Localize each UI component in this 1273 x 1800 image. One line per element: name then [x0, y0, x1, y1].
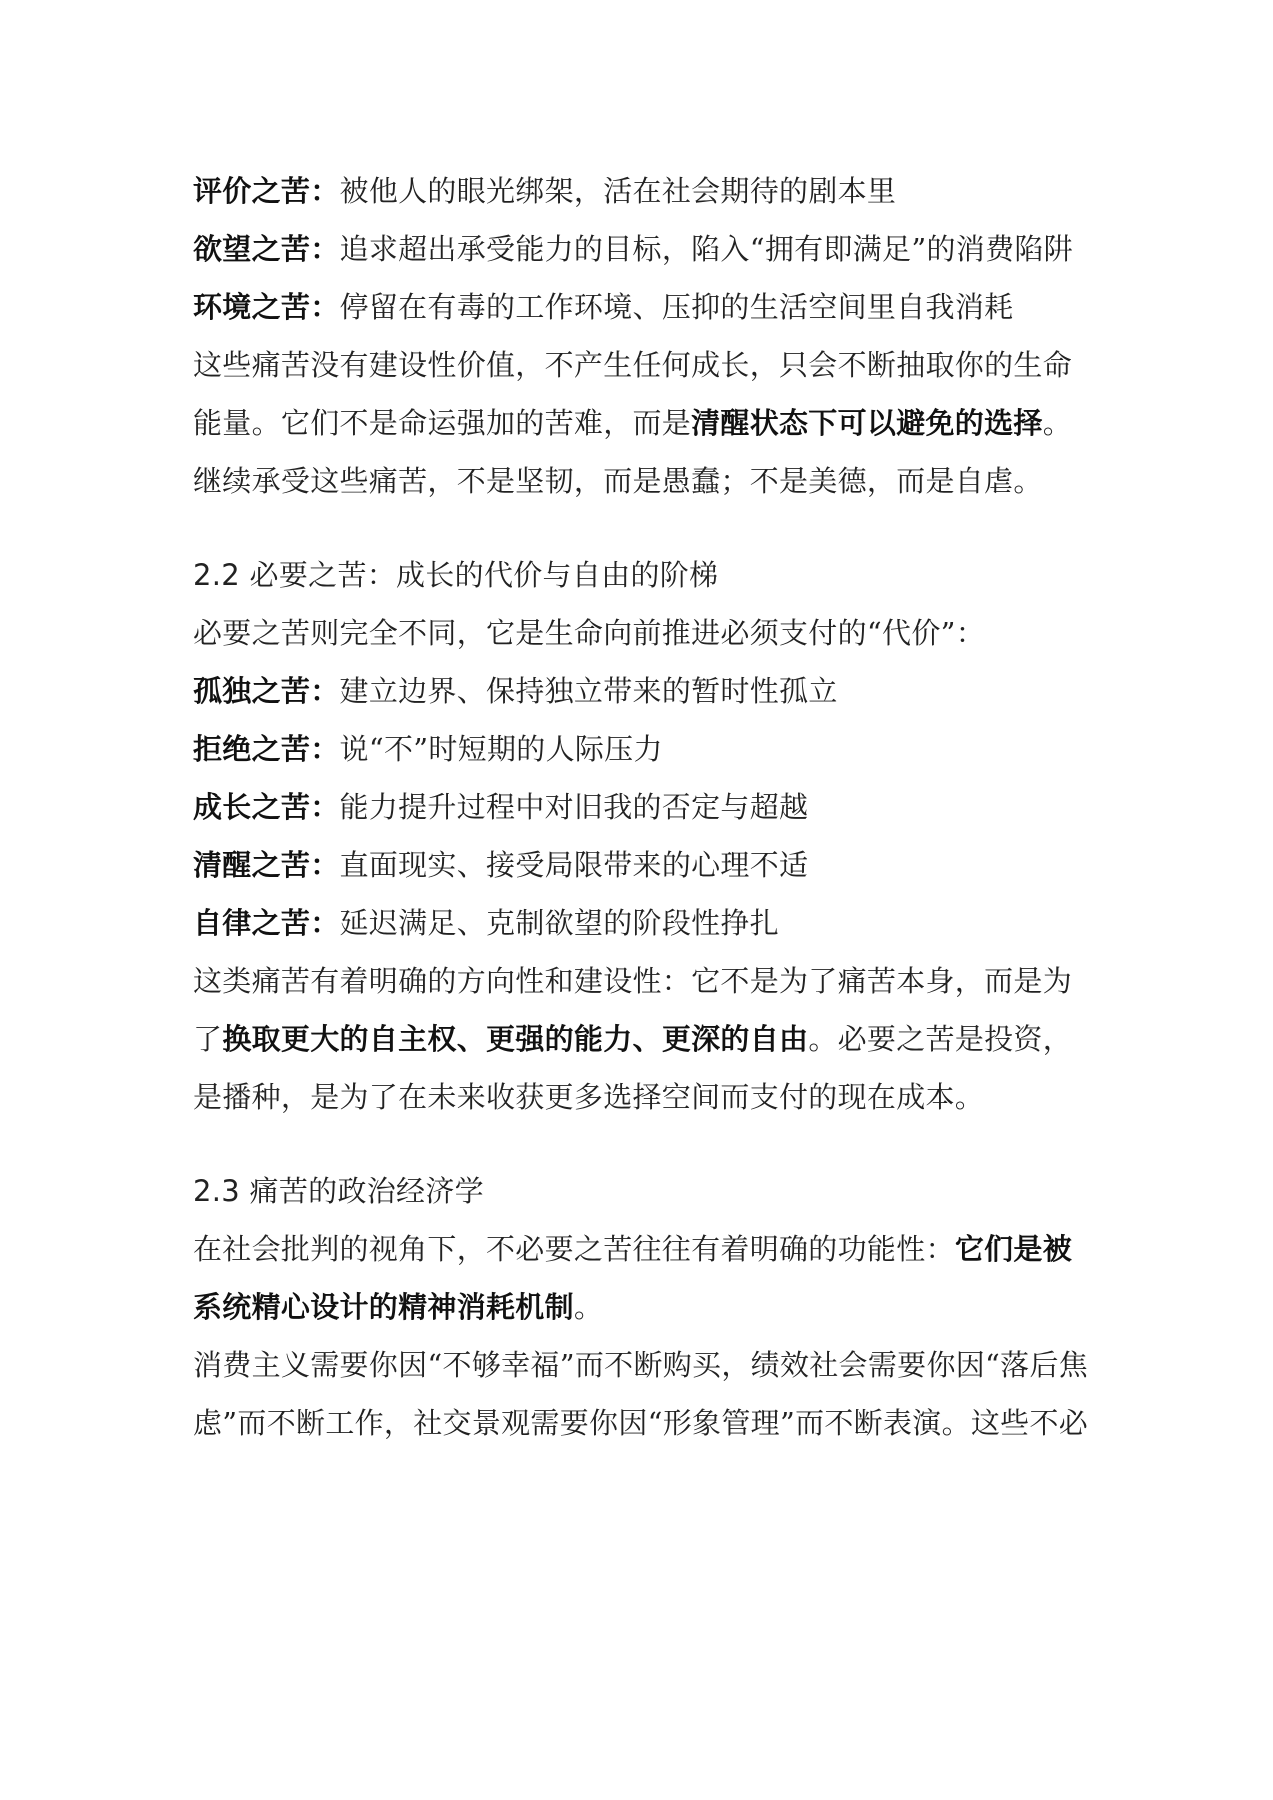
list-item: [193, 278, 1093, 336]
list-item: [193, 720, 1093, 778]
term-label: 成长之苦：: [193, 790, 340, 824]
paragraph-text: 能量。它们不是命运强加的苦难，而是: [193, 406, 692, 440]
paragraph-line: 这类痛苦有着明确的方向性和建设性：它不是为了痛苦本身，而是为: [193, 964, 1073, 998]
term-description: 延迟满足、克制欲望的阶段性挣扎: [339, 906, 780, 940]
paragraph-line: 消费主义需要你因“不够幸福”而不断购买，绩效社会需要你因“落后焦: [193, 1348, 1089, 1382]
term-label: 孤独之苦：: [193, 674, 340, 708]
term-label: 自律之苦：: [193, 906, 340, 940]
list-item: [193, 836, 1093, 894]
paragraph-line: [193, 1010, 1093, 1068]
term-label: 清醒之苦：: [193, 848, 340, 882]
emphasis-text: 系统精心设计的精神消耗机制: [193, 1290, 574, 1324]
document-page: [193, 162, 1093, 1452]
paragraph: [193, 336, 1093, 510]
term-description: 被他人的眼光绑架，活在社会期待的剧本里: [339, 174, 897, 208]
paragraph-text: 。: [573, 1290, 604, 1324]
term-description: 停留在有毒的工作环境、压抑的生活空间里自我消耗: [339, 290, 1014, 324]
term-description: 建立边界、保持独立带来的暂时性孤立: [339, 674, 838, 708]
emphasis-text: 换取更大的自主权、更强的能力、更深的自由: [222, 1022, 809, 1056]
section-number: 2.2: [193, 558, 241, 592]
paragraph-line: [193, 1278, 1093, 1336]
list-item: [193, 162, 1093, 220]
paragraph-line: [193, 1220, 1093, 1278]
paragraph: [193, 1220, 1093, 1336]
paragraph-line: 继续承受这些痛苦，不是坚韧，而是愚蠢；不是美德，而是自虐。: [193, 464, 1043, 498]
term-label: 欲望之苦：: [193, 232, 340, 266]
emphasis-text: 清醒状态下可以避免的选择: [691, 406, 1043, 440]
paragraph-text: 。必要之苦是投资，: [808, 1022, 1073, 1056]
term-description: 说“不”时短期的人际压力: [339, 732, 663, 766]
term-description: 能力提升过程中对旧我的否定与超越: [339, 790, 809, 824]
list-item: [193, 220, 1093, 278]
section-gap: [193, 1126, 1093, 1162]
emphasis-text: 它们是被: [954, 1232, 1073, 1266]
term-label: 拒绝之苦：: [193, 732, 340, 766]
section-number: 2.3: [193, 1174, 241, 1208]
paragraph-text: 。: [1042, 406, 1073, 440]
paragraph-line: [193, 394, 1093, 452]
list-item: [193, 894, 1093, 952]
paragraph-line: 必要之苦则完全不同，它是生命向前推进必须支付的“代价”：: [193, 616, 986, 650]
section-title: 痛苦的政治经济学: [240, 1174, 484, 1208]
section-heading: [193, 1162, 1093, 1220]
paragraph-line: 虑”而不断工作，社交景观需要你因“形象管理”而不断表演。这些不必: [193, 1406, 1089, 1440]
paragraph-text: 了: [193, 1022, 223, 1056]
term-label: 评价之苦：: [193, 174, 340, 208]
section-title: 必要之苦：成长的代价与自由的阶梯: [240, 558, 719, 592]
section-gap: [193, 510, 1093, 546]
paragraph: [193, 952, 1093, 1126]
paragraph-line: 这些痛苦没有建设性价值，不产生任何成长，只会不断抽取你的生命: [193, 348, 1073, 382]
list-item: [193, 778, 1093, 836]
paragraph: [193, 1336, 1093, 1452]
list-item: [193, 662, 1093, 720]
paragraph-line: 是播种，是为了在未来收获更多选择空间而支付的现在成本。: [193, 1080, 985, 1114]
paragraph-text: 在社会批判的视角下，不必要之苦往往有着明确的功能性：: [193, 1232, 955, 1266]
term-description: 直面现实、接受局限带来的心理不适: [339, 848, 809, 882]
term-description: 追求超出承受能力的目标，陷入“拥有即满足”的消费陷阱: [339, 232, 1073, 266]
section-heading: [193, 546, 1093, 604]
term-label: 环境之苦：: [193, 290, 340, 324]
